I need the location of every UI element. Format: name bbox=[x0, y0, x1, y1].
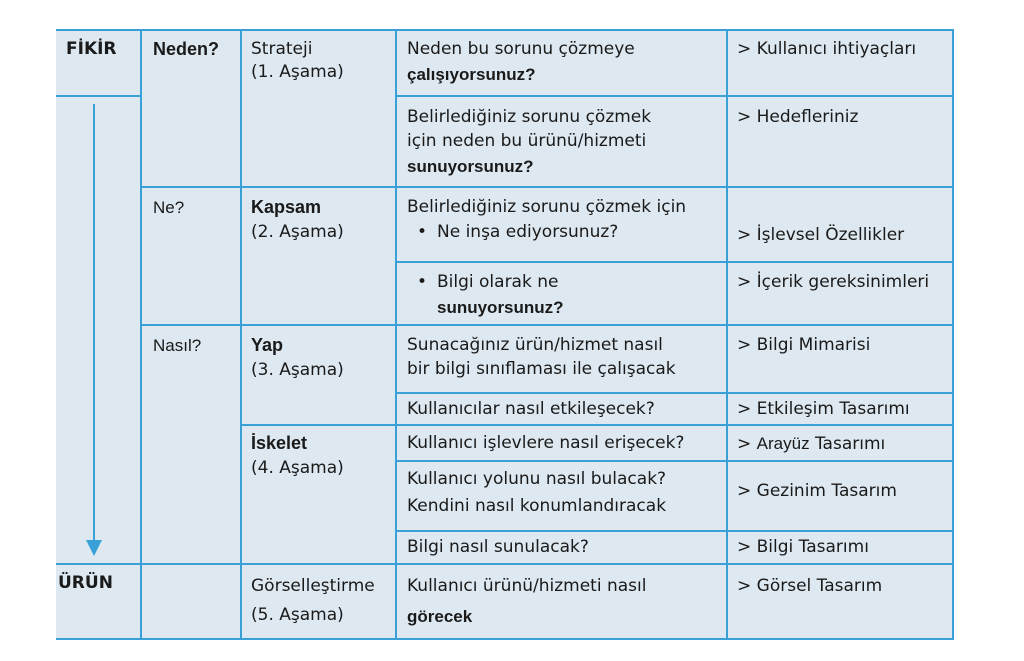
grid-line bbox=[395, 95, 954, 97]
phase-scope-stage: (2. Aşama) bbox=[251, 222, 344, 242]
row6-question: Kullanıcılar nasıl etkileşecek? bbox=[407, 399, 655, 419]
grid-line-top bbox=[56, 29, 954, 31]
row10-question-line2: görecek bbox=[407, 607, 473, 626]
row5-output: > Bilgi Mimarisi bbox=[737, 335, 871, 355]
phase-visual-stage: (5. Aşama) bbox=[251, 605, 344, 625]
row7-output-interface: Arayüz bbox=[756, 434, 810, 453]
grid-line-vertical bbox=[726, 29, 728, 640]
row5-question-line2: bir bilgi sınıflaması ile çalışacak bbox=[407, 359, 676, 379]
row9-output: > Bilgi Tasarımı bbox=[737, 537, 869, 557]
row2-question-line2: için neden bu ürünü/hizmeti bbox=[407, 131, 647, 151]
row3-question-line2 bbox=[407, 221, 618, 244]
row2-question-line1: Belirlediğiniz sorunu çözmek bbox=[407, 107, 652, 127]
grid-line bbox=[395, 261, 954, 263]
grid-line-vertical bbox=[240, 29, 242, 640]
row1-output: > Kullanıcı ihtiyaçları bbox=[737, 39, 917, 59]
grid-line-vertical bbox=[140, 29, 142, 640]
row4-output: > İçerik gereksinimleri bbox=[737, 272, 930, 292]
question-how: Nasıl? bbox=[153, 336, 202, 355]
phase-visual-name: Görselleştirme bbox=[251, 576, 375, 596]
grid-line bbox=[240, 424, 954, 426]
grid-line bbox=[395, 392, 954, 394]
grid-line-vertical bbox=[395, 29, 397, 640]
phase-strategy-stage: (1. Aşama) bbox=[251, 62, 344, 82]
phase-structure-stage: (3. Aşama) bbox=[251, 360, 344, 380]
grid-line bbox=[56, 563, 954, 565]
row7-question: Kullanıcı işlevlere nasıl erişecek? bbox=[407, 433, 685, 453]
bullet: • bbox=[416, 272, 428, 292]
row10-output: > Görsel Tasarım bbox=[737, 576, 883, 596]
phase-scope-name: Kapsam bbox=[251, 197, 322, 217]
row7-output-design: Tasarımı bbox=[809, 434, 886, 454]
grid-line bbox=[141, 186, 954, 188]
row9-question: Bilgi nasıl sunulacak? bbox=[407, 537, 589, 557]
row3-output: > İşlevsel Özellikler bbox=[737, 225, 905, 245]
row1-question-line2: çalışıyorsunuz? bbox=[407, 65, 536, 84]
grid-line-bottom bbox=[56, 638, 954, 640]
row2-output: > Hedefleriniz bbox=[737, 107, 859, 127]
grid-line bbox=[395, 460, 954, 462]
row7-output-prefix: > bbox=[737, 434, 757, 454]
row4-question-line2: sunuyorsunuz? bbox=[437, 298, 564, 317]
stage-label-idea: FİKİR bbox=[66, 39, 117, 59]
question-why: Neden? bbox=[153, 39, 220, 59]
row10-question-line1: Kullanıcı ürünü/hizmeti nasıl bbox=[407, 576, 647, 596]
row5-question-line1: Sunacağınız ürün/hizmet nasıl bbox=[407, 335, 663, 355]
question-what: Ne? bbox=[153, 198, 185, 217]
row2-question-line3: sunuyorsunuz? bbox=[407, 157, 534, 176]
row8-question-line1: Kullanıcı yolunu nasıl bulacak? bbox=[407, 469, 667, 489]
row8-question-line2: Kendini nasıl konumlandıracak bbox=[407, 496, 667, 516]
row8-output: > Gezinim Tasarım bbox=[737, 481, 897, 501]
grid-line bbox=[56, 95, 141, 97]
row7-output bbox=[737, 432, 885, 456]
row6-output: > Etkileşim Tasarımı bbox=[737, 399, 910, 419]
phase-skeleton-stage: (4. Aşama) bbox=[251, 458, 344, 478]
row4-question-line1 bbox=[407, 271, 558, 294]
phase-strategy-name: Strateji bbox=[251, 39, 313, 59]
row1-question-line1: Neden bu sorunu çözmeye bbox=[407, 39, 635, 59]
process-arrow-shaft bbox=[93, 104, 95, 540]
grid-line bbox=[141, 324, 954, 326]
row3-question-line1: Belirlediğiniz sorunu çözmek için bbox=[407, 197, 687, 217]
arrow-down-icon bbox=[86, 540, 102, 556]
phase-skeleton-name: İskelet bbox=[251, 433, 308, 453]
row4-question-bullet-text: Bilgi olarak ne bbox=[437, 272, 559, 292]
grid-line-right bbox=[952, 29, 954, 640]
bullet: • bbox=[416, 222, 428, 242]
phase-structure-name: Yap bbox=[251, 335, 284, 355]
row3-question-bullet-text: Ne inşa ediyorsunuz? bbox=[437, 222, 619, 242]
stage-label-product: ÜRÜN bbox=[58, 573, 113, 593]
grid-line bbox=[395, 530, 954, 532]
